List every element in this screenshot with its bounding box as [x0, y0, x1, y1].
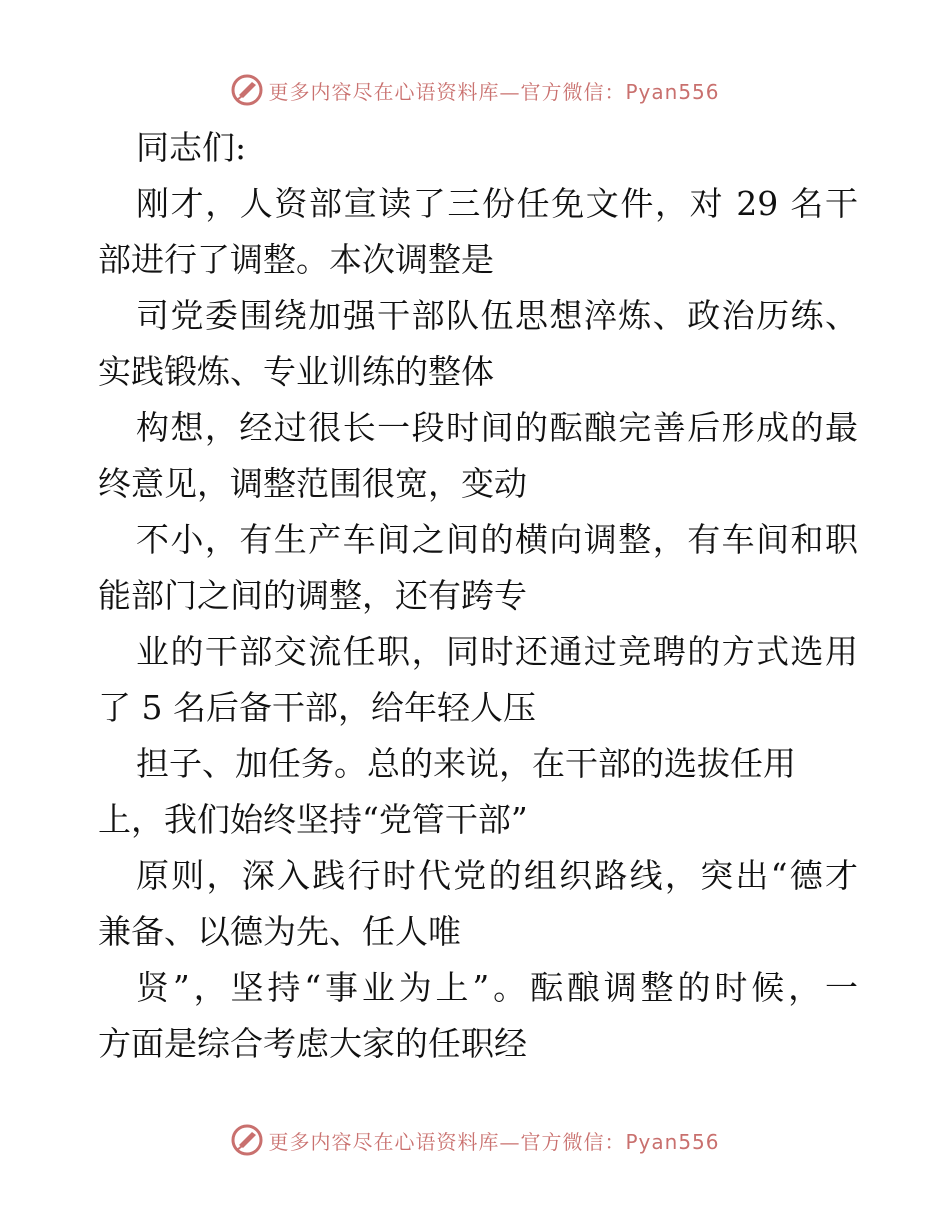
body-line: 构想，经过很长一段时间的酝酿完善后形成的最: [136, 408, 858, 447]
header-watermark: [0, 70, 950, 110]
watermark-prefix: 更多内容尽在心语资料库—官方微信：: [268, 1129, 626, 1154]
body-line: 终意见，调整范围很宽，变动: [98, 464, 527, 503]
seal-logo-icon: [230, 1123, 264, 1157]
body-line: 能部门之间的调整，还有跨专: [98, 576, 527, 615]
seal-logo-icon: [230, 73, 264, 107]
body-line: 同志们:: [136, 128, 247, 167]
watermark-wechat-id: Pyan556: [625, 79, 720, 104]
watermark-text: [268, 76, 719, 105]
body-line: 兼备、以德为先、任人唯: [98, 912, 461, 951]
body-line: 了 5 名后备干部，给年轻人压: [98, 688, 536, 727]
body-line: 业的干部交流任职，同时还通过竞聘的方式选用: [136, 632, 858, 671]
watermark-text: [268, 1126, 719, 1155]
body-line: 贤”，坚持“事业为上”。酝酿调整的时候，一: [136, 968, 858, 1007]
body-line: 上，我们始终坚持“党管干部”: [98, 800, 528, 839]
body-line: 实践锻炼、专业训练的整体: [98, 352, 494, 391]
watermark-prefix: 更多内容尽在心语资料库—官方微信：: [268, 79, 626, 104]
footer-watermark: [0, 1120, 950, 1160]
document-body: [98, 120, 858, 1072]
body-line: 方面是综合考虑大家的任职经: [98, 1024, 527, 1063]
body-line: 不小，有生产车间之间的横向调整，有车间和职: [136, 520, 858, 559]
body-line: 刚才，人资部宣读了三份任免文件，对 29 名干: [136, 184, 858, 223]
body-line: 担子、加任务。总的来说，在干部的选拔任用: [136, 744, 796, 783]
body-line: 司党委围绕加强干部队伍思想淬炼、政治历练、: [136, 296, 858, 335]
watermark-wechat-id: Pyan556: [625, 1129, 720, 1154]
body-line: 部进行了调整。本次调整是: [98, 240, 494, 279]
body-line: 原则，深入践行时代党的组织路线，突出“德才: [136, 856, 858, 895]
